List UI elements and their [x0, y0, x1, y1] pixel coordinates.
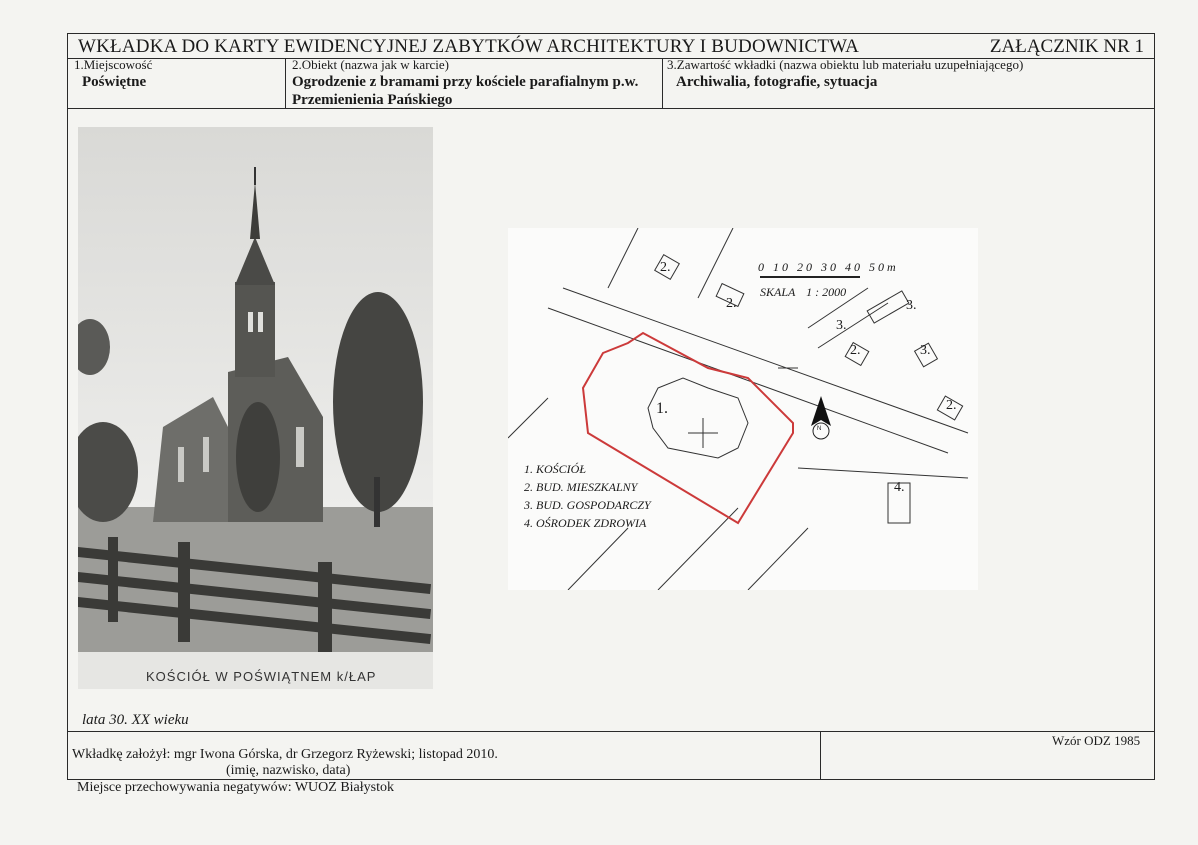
- north-label: N: [817, 426, 822, 432]
- building-number: 3.: [920, 343, 931, 358]
- sheet-title: WKŁADKA DO KARTY EWIDENCYJNEJ ZABYTKÓW ARCHITEKTURY I BUDOWNICTWA: [78, 36, 860, 57]
- divider: [68, 731, 1154, 732]
- building-number: 2.: [946, 398, 957, 413]
- annex-number: ZAŁĄCZNIK NR 1: [989, 36, 1144, 57]
- scale-ticks: [758, 260, 899, 275]
- legend-item: 1. KOŚCIÓŁ: [524, 462, 587, 476]
- building-number: 2.: [726, 296, 737, 311]
- legend-item: 3. BUD. GOSPODARCZY: [524, 498, 651, 512]
- archival-photo: [78, 127, 433, 689]
- legend-item: 4. OŚRODEK ZDROWIA: [524, 516, 647, 530]
- divider: [820, 731, 821, 780]
- scale-caption: [760, 285, 846, 300]
- photo-caption: KOŚCIÓŁ W POŚWIĄTNEM k/ŁAP: [146, 669, 377, 684]
- scale-tick: 0: [758, 260, 767, 274]
- map-legend: [524, 460, 651, 532]
- situation-map: [508, 228, 978, 590]
- content-value: Archiwalia, fotografie, sytuacja: [676, 74, 878, 90]
- template-version: Wzór ODZ 1985: [1052, 733, 1141, 748]
- scale-ratio: 1 : 2000: [806, 285, 847, 299]
- negatives-location: Miejsce przechowywania negatywów: WUOZ Białystok: [77, 780, 394, 795]
- church-photo-image: [78, 127, 433, 689]
- authors-line: Wkładkę założył: mgr Iwona Górska, dr Grzegorz Ryżewski; listopad 2010.: [72, 747, 498, 762]
- scale-label: SKALA: [760, 285, 796, 299]
- legend-item: 2. BUD. MIESZKALNY: [524, 480, 638, 494]
- scale-bar: [760, 276, 860, 278]
- divider: [662, 58, 663, 108]
- object-value-cont: Przemienienia Pańskiego: [292, 92, 453, 108]
- object-label: 2.Obiekt (nazwa jak w karcie): [292, 57, 450, 72]
- scale-tick: 20: [797, 260, 815, 274]
- locality-value: Poświętne: [82, 74, 147, 90]
- photo-date-note: lata 30. XX wieku: [82, 712, 189, 728]
- church-number: 1.: [656, 400, 668, 417]
- content-label: 3.Zawartość wkładki (nazwa obiektu lub materiału uzupełniającego): [667, 57, 1024, 72]
- building-number: 3.: [836, 318, 847, 333]
- scale-tick: 50m: [869, 260, 899, 274]
- divider: [285, 58, 286, 108]
- building-number: 4.: [894, 480, 905, 495]
- scale-tick: 30: [821, 260, 839, 274]
- scale-tick: 40: [845, 260, 863, 274]
- divider: [68, 108, 1154, 109]
- building-number: 3.: [906, 298, 917, 313]
- scale-tick: 10: [773, 260, 791, 274]
- site-plan-drawing: [508, 228, 978, 590]
- building-number: 2.: [850, 343, 861, 358]
- building-number: 2.: [660, 260, 671, 275]
- locality-label: 1.Miejscowość: [74, 57, 153, 72]
- authors-hint: (imię, nazwisko, data): [226, 763, 351, 778]
- object-value: Ogrodzenie z bramami przy kościele parafialnym p.w.: [292, 74, 639, 90]
